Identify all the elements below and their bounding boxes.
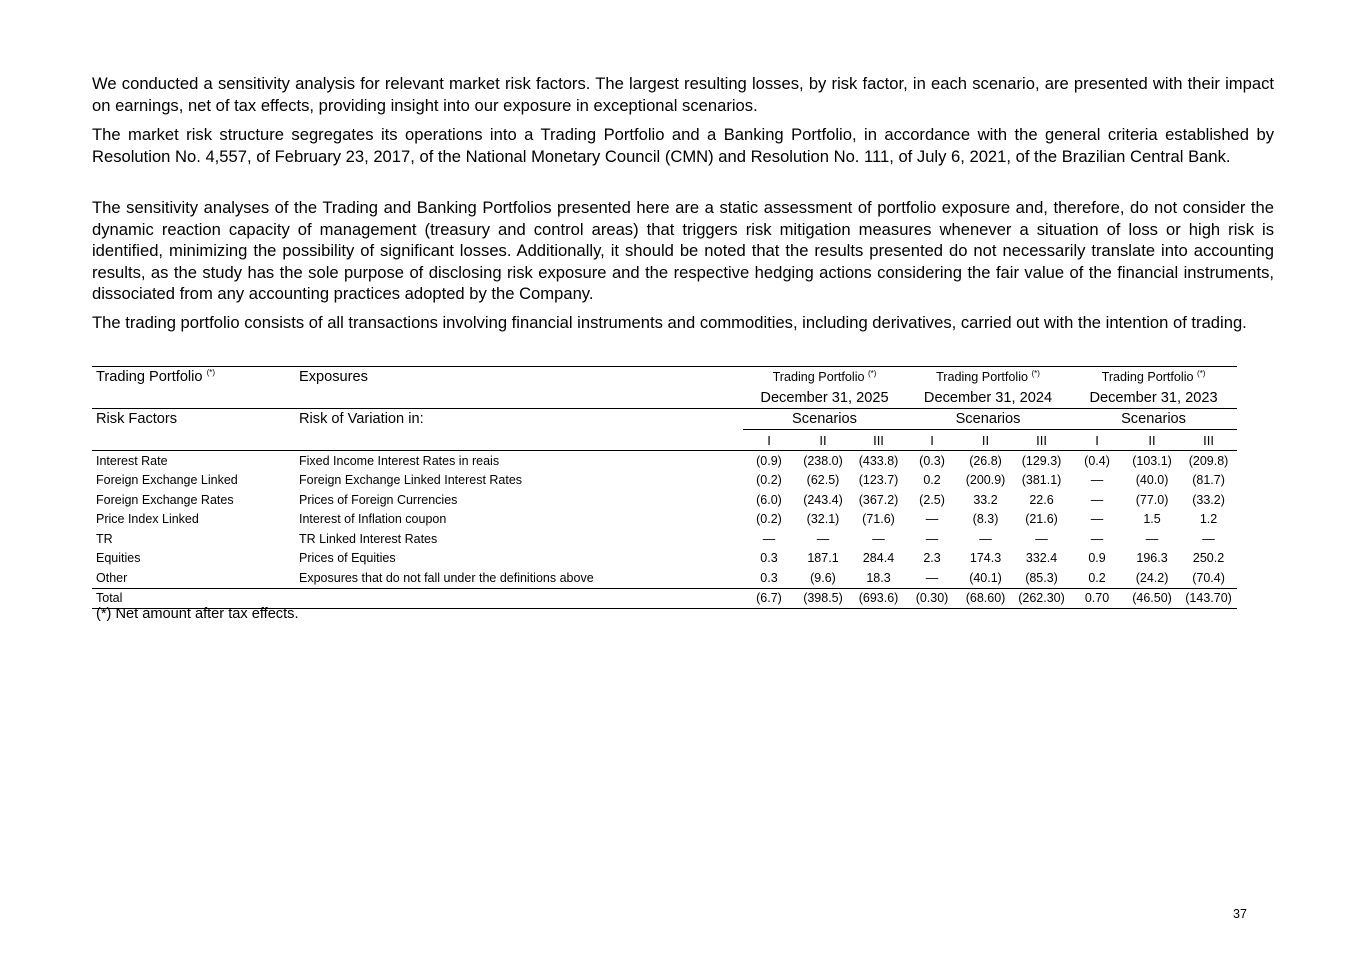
value-cell: 0.9 [1088,551,1106,566]
value-cell: (0.4) [1084,453,1110,468]
value-cell: — [1090,492,1104,507]
value-cell: 0.3 [760,570,778,585]
value-cell: — [872,531,885,546]
table-row [92,549,1237,569]
header-scenarios-2024: Scenarios [906,409,1070,430]
total-cell: (262.30) [1013,588,1070,608]
scenario-ii: II [795,430,851,451]
scenario-iii: III [1013,430,1070,451]
value-cell: — [925,531,939,546]
total-cell: (693.6) [851,588,906,608]
value-cell: (0.9) [756,453,782,468]
value-cell: (2.5) [919,492,945,507]
value-cell: — [1090,512,1104,527]
value-cell: (40.0) [1135,473,1169,488]
value-cell: 187.1 [807,551,839,566]
value-cell: 0.2 [1088,570,1106,585]
risk-factor-cell: TR [96,531,113,546]
scenario-iii: III [1180,430,1237,451]
value-cell: (0.2) [756,473,782,488]
value-cell: (123.7) [858,473,899,488]
value-cell: — [925,570,939,585]
value-cell: 1.5 [1143,512,1161,527]
value-cell: 2.3 [923,551,941,566]
table-row [92,471,1237,491]
risk-factor-cell: Other [96,570,128,585]
header-group-2024: Trading Portfolio (*) [906,367,1070,388]
value-cell: (81.7) [1192,473,1225,488]
value-cell: (0.3) [919,453,945,468]
header-trading-portfolio: Trading Portfolio (*) [92,367,299,388]
exposure-cell: Foreign Exchange Linked Interest Rates [299,473,523,488]
value-cell: 1.2 [1199,512,1218,527]
scenario-i: I [743,430,795,451]
value-cell: 250.2 [1192,551,1225,566]
scenario-ii: II [958,430,1013,451]
scenario-ii: II [1124,430,1180,451]
total-cell: (46.50) [1124,588,1180,608]
value-cell: (8.3) [972,512,999,527]
value-cell: (0.2) [756,512,782,527]
header-group-2023: Trading Portfolio (*) [1070,367,1237,388]
value-cell: — [1090,473,1104,488]
header-date-2024: December 31, 2024 [906,387,1070,409]
risk-factor-cell: Equities [96,551,141,566]
total-cell: 0.70 [1070,588,1124,608]
value-cell: (40.1) [969,570,1002,585]
header-risk-factors: Risk Factors [96,411,178,428]
value-cell: — [762,531,776,546]
value-cell: (85.3) [1025,570,1058,585]
exposure-cell: Prices of Equities [299,551,396,566]
header-date-2025: December 31, 2025 [743,387,906,409]
value-cell: (6.0) [756,492,782,507]
paragraph-static-assessment: The sensitivity analyses of the Trading and Banking Portfolios presented here are a static assessment of portfolio exposure and, therefore, do not consider the dynamic reaction capacity of management (treasury and control areas) that triggers risk mitigation measures whenever a situation of loss or high risk is identified, minimizing the possibility of significant losses. Additionally, it should be noted that the results presented do not necessarily translate into accounting results, as the study has the sole purpose of disclosing risk exposure and the respective hedging actions considering the fair value of the financial instruments, dissociated from any accounting practices adopted by the Company. [92,198,1274,304]
value-cell: — [979,531,992,546]
value-cell: (77.0) [1135,492,1169,507]
total-cell: (143.70) [1180,588,1237,608]
value-cell: 33.2 [973,492,998,507]
value-cell: 284.4 [862,551,895,566]
header-risk-of-variation: Risk of Variation in: [299,411,424,428]
value-cell: — [1145,531,1159,546]
total-cell: (398.5) [795,588,851,608]
header-scenarios-2023: Scenarios [1070,409,1237,430]
table-row [92,510,1237,530]
value-cell: (103.1) [1132,453,1172,468]
value-cell: — [1090,531,1104,546]
paragraph-trading-portfolio: The trading portfolio consists of all transactions involving financial instruments and commodities, including derivatives, carried out with the intention of trading. [92,313,1247,332]
value-cell: 196.3 [1136,551,1168,566]
header-date-2023: December 31, 2023 [1070,387,1237,409]
risk-factor-cell: Foreign Exchange Linked [96,473,238,488]
value-cell: (9.6) [810,570,836,585]
total-label: Total [92,588,299,608]
value-cell: (238.0) [803,453,843,468]
total-cell: (6.7) [743,588,795,608]
page-number: 37 [1233,907,1247,921]
scenario-i: I [1070,430,1124,451]
header-exposures: Exposures [299,367,743,388]
value-cell: (21.6) [1025,512,1058,527]
table-row [92,568,1237,588]
exposure-cell: Prices of Foreign Currencies [299,492,458,507]
value-cell: (209.8) [1188,453,1229,468]
exposure-cell: Interest of Inflation coupon [299,512,447,527]
sensitivity-table [92,366,1237,609]
value-cell: — [925,512,939,527]
value-cell: (24.2) [1135,570,1169,585]
exposure-cell: TR Linked Interest Rates [299,531,438,546]
value-cell: 18.3 [866,570,891,585]
risk-factor-cell: Interest Rate [96,453,168,468]
paragraph-market-risk-structure: The market risk structure segregates its operations into a Trading Portfolio and a Banking Portfolio, in accordance with the general criteria established by Resolution No. 4,557, of February 23, 2017, of the National Monetary Council (CMN) and Resolution No. 111, of July 6, 2021, of the Brazilian Central Bank. [92,125,1274,166]
risk-factor-cell: Foreign Exchange Rates [96,492,234,507]
header-scenarios-2025: Scenarios [743,409,906,430]
value-cell: — [1035,531,1048,546]
total-cell: (68.60) [958,588,1013,608]
paragraph-sensitivity-analysis: We conducted a sensitivity analysis for relevant market risk factors. The largest resulting losses, by risk factor, in each scenario, are presented with their impact on earnings, net of tax effects, providing insight into our exposure in exceptional scenarios. [92,74,1274,115]
header-group-2025: Trading Portfolio (*) [743,367,906,388]
footnote: (*) Net amount after tax effects. [96,606,299,622]
value-cell: (62.5) [806,473,840,488]
table-row [92,490,1237,510]
value-cell: (26.8) [969,453,1002,468]
value-cell: (71.6) [862,512,895,527]
exposure-cell: Exposures that do not fall under the definitions above [299,570,594,585]
value-cell: (243.4) [803,492,843,507]
value-cell: (129.3) [1021,453,1062,468]
value-cell: 22.6 [1029,492,1054,507]
value-cell: (381.1) [1021,473,1062,488]
value-cell: 0.2 [923,473,941,488]
value-cell: — [816,531,830,546]
table-row [92,451,1237,471]
value-cell: — [1202,531,1215,546]
value-cell: (33.2) [1192,492,1225,507]
value-cell: 332.4 [1025,551,1058,566]
total-cell: (0.30) [906,588,958,608]
value-cell: 174.3 [969,551,1002,566]
value-cell: (433.8) [858,453,899,468]
value-cell: (70.4) [1192,570,1225,585]
risk-factor-cell: Price Index Linked [96,512,199,527]
value-cell: (367.2) [858,492,899,507]
scenario-iii: III [851,430,906,451]
exposure-cell: Fixed Income Interest Rates in reais [299,453,500,468]
value-cell: 0.3 [760,551,778,566]
value-cell: (32.1) [806,512,840,527]
value-cell: (200.9) [965,473,1006,488]
scenario-i: I [906,430,958,451]
footnote-marker: (*) [206,368,216,378]
table-row [92,529,1237,549]
